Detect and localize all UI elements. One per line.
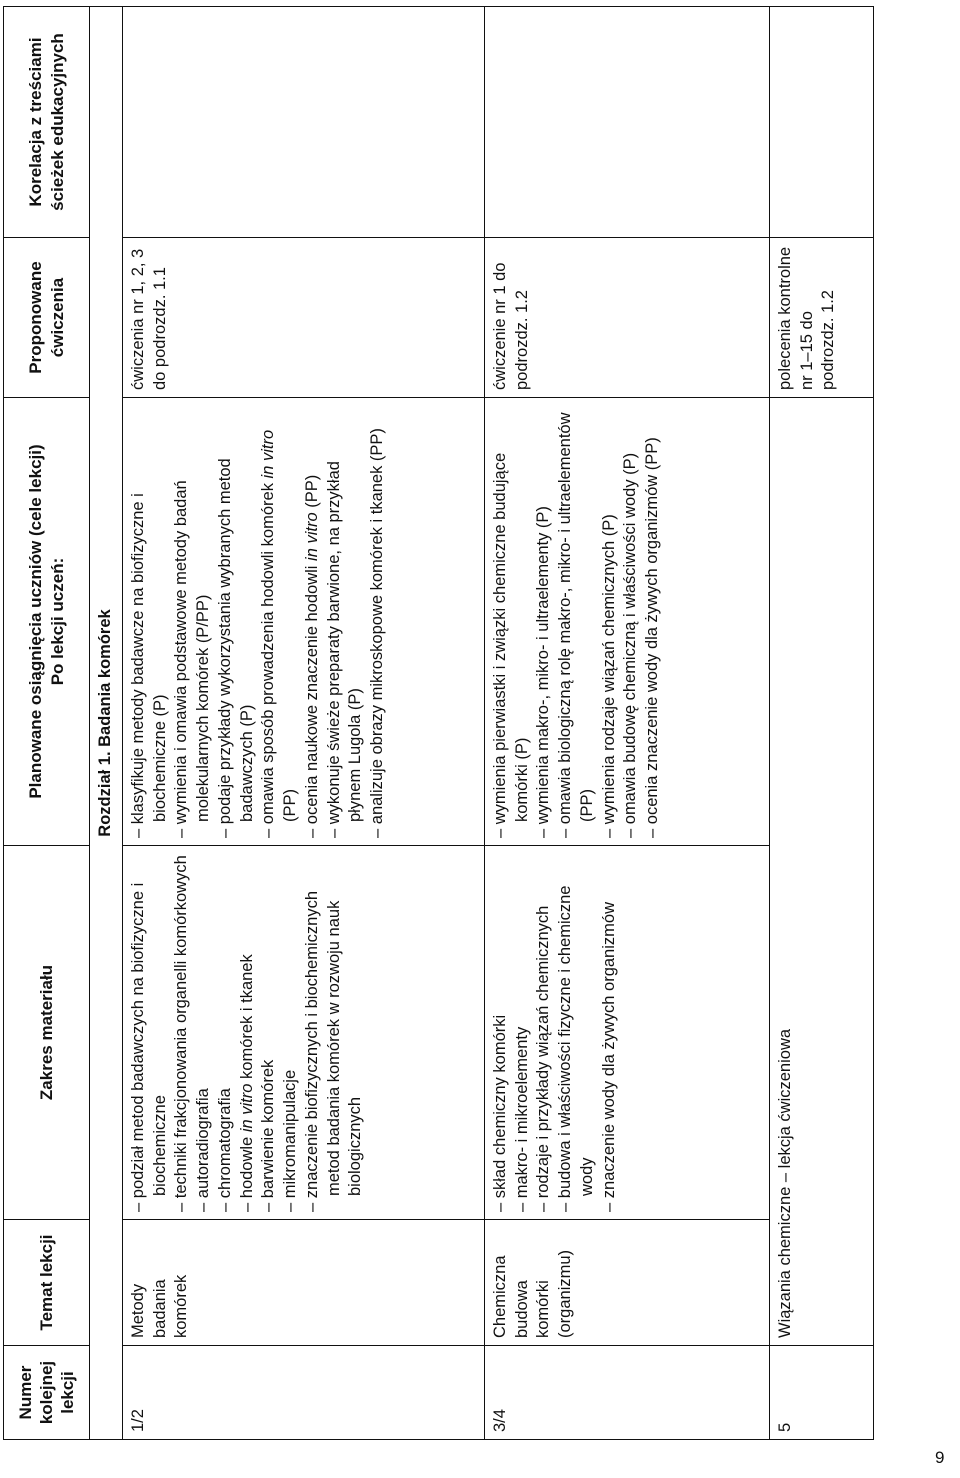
correlation-cell — [484, 7, 769, 238]
list-item: – makro- i mikroelementy — [512, 853, 534, 1212]
header-goals — [4, 398, 90, 846]
list-item: – analizuje obrazy mikroskopowe komórek i tkanek (PP) — [367, 405, 389, 838]
lesson-topic: Metody badania komórek — [122, 1220, 484, 1346]
list-item: – znaczenie wody dla żywych organizmów — [599, 853, 621, 1212]
lesson-plan-table — [3, 6, 874, 1440]
correlation-cell — [122, 7, 484, 238]
list-item: – omawia budowę chemiczną i właściwości wody (P) — [620, 405, 642, 838]
list-item: – wymienia pierwiastki i związki chemiczne budujące komórki (P) — [490, 405, 534, 838]
lesson-topic: Wiązania chemiczne – lekcja ćwiczeniowa — [769, 398, 873, 1346]
list-item: – znaczenie biofizycznych i biochemicznych metod badania komórek w rozwoju nauk biologicznych — [302, 853, 367, 1212]
list-item: – budowa i właściwości fizyczne i chemiczne wody — [555, 853, 599, 1212]
header-goals-line2: Po lekcji uczeń: — [47, 557, 67, 686]
table-row — [122, 7, 484, 1440]
header-goals-line1: Planowane osiągnięcia uczniów (cele lekcji) — [26, 444, 46, 799]
list-item: – mikromanipulacje — [280, 853, 302, 1212]
header-correlation: Korelacja z treściami ścieżek edukacyjnych — [4, 7, 90, 238]
list-item: – podział metod badawczych na biofizyczne i biochemiczne — [128, 853, 172, 1212]
lesson-number: 3/4 — [484, 1346, 769, 1440]
list-item: – rodzaje i przykłady wiązań chemicznych — [533, 853, 555, 1212]
page-number: 9 — [935, 1448, 945, 1467]
correlation-cell — [769, 7, 873, 238]
list-item: – ocenia znaczenie wody dla żywych organizmów (PP) — [642, 405, 664, 838]
list-item: – skład chemiczny komórki — [490, 853, 512, 1212]
list-item: – podaje przykłady wykorzystania wybranych metod badawczych (P) — [215, 405, 259, 838]
header-topic: Temat lekcji — [4, 1220, 90, 1346]
list-item: – techniki frakcjonowania organelli komórkowych — [171, 853, 193, 1212]
list-item: – hodowle in vitro komórek i tkanek — [237, 853, 259, 1212]
list-item: – autoradiografia — [193, 853, 215, 1212]
lesson-number: 5 — [769, 1346, 873, 1440]
goals-cell — [122, 398, 484, 846]
chapter-title: Rozdział 1. Badania komórek — [90, 7, 123, 1440]
list-item: – ocenia naukowe znaczenie hodowli in vitro (PP) — [302, 405, 324, 838]
scope-cell — [484, 846, 769, 1220]
list-item: – klasyfikuje metody badawcze na biofizyczne i biochemiczne (P) — [128, 405, 172, 838]
list-item: – wymienia makro-, mikro- i ultraelementy (P) — [533, 405, 555, 838]
list-item: – omawia biologiczną rolę makro-, mikro- i ultraelementów (PP) — [555, 405, 599, 838]
exercises-cell: ćwiczenia nr 1, 2, 3 do podrozdz. 1.1 — [122, 238, 484, 398]
list-item: – barwienie komórek — [258, 853, 280, 1212]
lesson-number: 1/2 — [122, 1346, 484, 1440]
list-item: – omawia sposób prowadzenia hodowli komórek in vitro (PP) — [258, 405, 302, 838]
lesson-topic: Chemiczna budowa komórki (organizmu) — [484, 1220, 769, 1346]
chapter-row — [90, 7, 123, 1440]
list-item: – wymienia rodzaje wiązań chemicznych (P) — [599, 405, 621, 838]
table-row — [484, 7, 769, 1440]
header-scope: Zakres materiału — [4, 846, 90, 1220]
header-row — [4, 7, 90, 1440]
exercises-cell: ćwiczenie nr 1 do podrozdz. 1.2 — [484, 238, 769, 398]
table-row — [769, 7, 873, 1440]
goals-cell — [484, 398, 769, 846]
exercises-cell: polecenia kontrolne nr 1–15 do podrozdz. 1.2 — [769, 238, 873, 398]
header-lesson-number: Numer kolejnej lekcji — [4, 1346, 90, 1440]
list-item: – wymienia i omawia podstawowe metody badań molekularnych komórek (P/PP) — [171, 405, 215, 838]
header-exercises: Proponowane ćwiczenia — [4, 238, 90, 398]
list-item: – chromatografia — [215, 853, 237, 1212]
list-item: – wykonuje świeże preparaty barwione, na przykład płynem Lugola (P) — [324, 405, 368, 838]
scope-cell — [122, 846, 484, 1220]
